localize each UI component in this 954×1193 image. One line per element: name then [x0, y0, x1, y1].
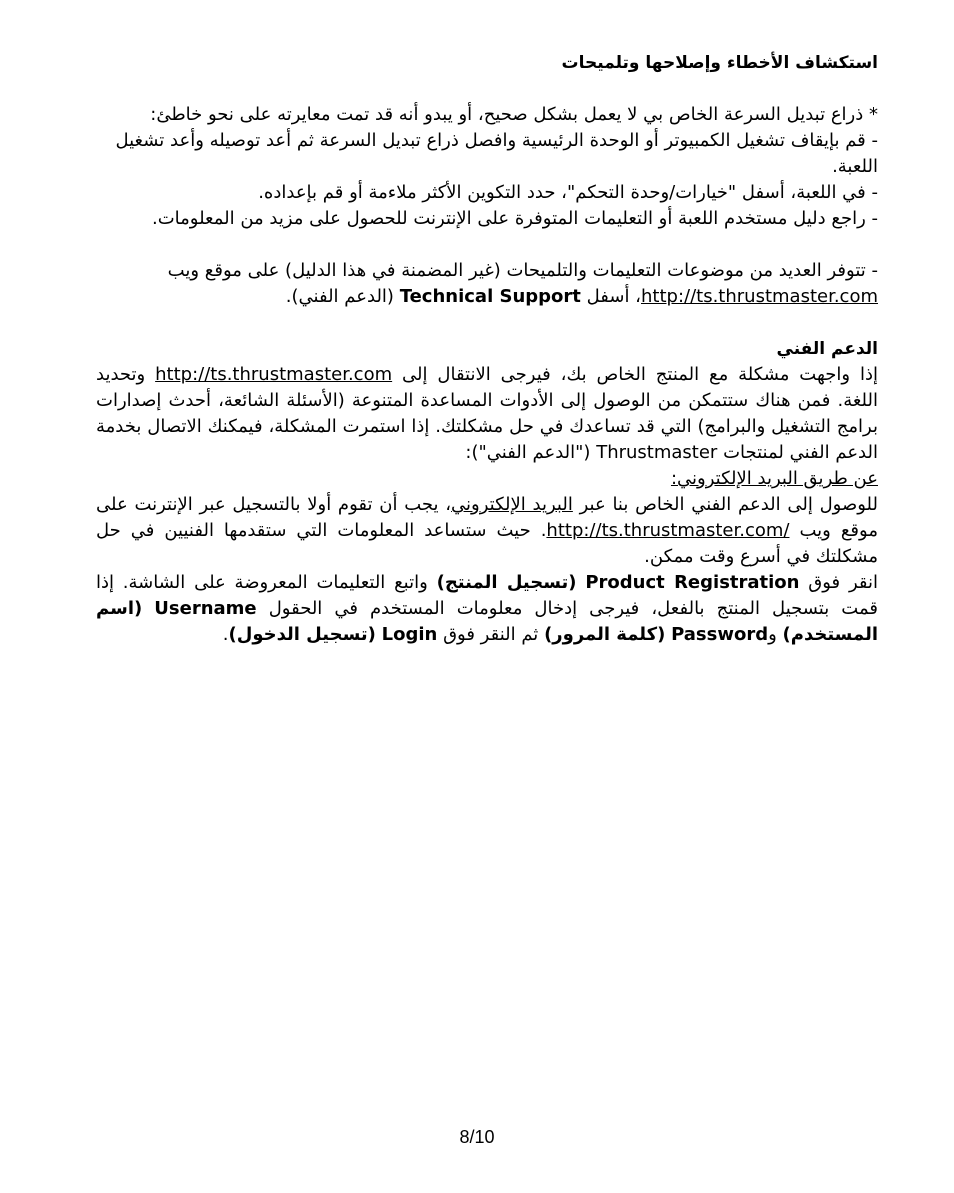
technical-support-heading: الدعم الفني: [776, 339, 878, 359]
support-paragraph-1: [96, 362, 878, 466]
step-1: - قم بإيقاف تشغيل الكمبيوتر أو الوحدة الرئيسية وافصل ذراع تبديل السرعة ثم أعد توصيله وأعد تشغيل اللعبة.: [115, 130, 878, 177]
issue-line: * ذراع تبديل السرعة الخاص بي لا يعمل بشكل صحيح، أو يبدو أنه قد تمت معايرته على نحو خاطئ:: [150, 104, 878, 125]
more-tips-suffix: (الدعم الفني).: [285, 286, 394, 307]
support-p3-a: انقر فوق: [808, 572, 878, 593]
login-label: Login: [381, 624, 438, 645]
support-link[interactable]: http://ts.thrustmaster.com: [155, 364, 393, 385]
more-tips-mid: ، أسفل: [586, 286, 641, 307]
support-paragraph-3: [96, 570, 878, 648]
product-registration-label: Product Registration: [585, 572, 800, 593]
support-p2-a: للوصول إلى الدعم الفني الخاص بنا عبر: [579, 494, 878, 515]
technical-support-label: Technical Support: [399, 286, 581, 307]
support-p1-b: وتحديد اللغة. فمن هناك ستتمكن من الوصول إلى الأدوات المساعدة المتنوعة (الأسئلة الشائعة، أحدث إصدارات برامج التشغيل والبرامج) التي قد تساعدك في حل مشكلتك. إذا استمرت المشكلة، فيمكنك الاتصال بخدمة الدعم الفني لمنتجات: [96, 364, 878, 463]
support-paragraph-2: [96, 492, 878, 570]
page-number: 8/10: [459, 1127, 495, 1147]
email-heading: عن طريق البريد الإلكتروني:: [670, 468, 878, 489]
troubleshooting-heading: استكشاف الأخطاء وإصلاحها وتلميحات: [561, 53, 878, 73]
thrustmaster-support-link[interactable]: http://ts.thrustmaster.com: [641, 286, 878, 307]
document-page: [96, 50, 878, 648]
product-registration-ar: (تسجيل المنتج): [436, 572, 577, 593]
support-p3-e: ثم النقر فوق: [443, 624, 539, 645]
more-tips-paragraph: [96, 258, 878, 310]
support-p3-c: واتبع التعليمات المعروضة على الشاشة. إذا قمت بتسجيل المنتج بالفعل، فيرجى إدخال معلومات المستخدم في الحقول: [96, 572, 878, 619]
step-3: - راجع دليل مستخدم اللعبة أو التعليمات المتوفرة على الإنترنت للحصول على مزيد من المعلومات.: [151, 208, 878, 229]
password-ar: (كلمة المرور): [544, 624, 666, 645]
support-p1-c: ("الدعم الفني"):: [465, 442, 591, 463]
spacer: [96, 310, 878, 336]
registration-link[interactable]: http://ts.thrustmaster.com/: [546, 520, 790, 541]
support-p3-d: و: [768, 624, 777, 645]
brand-name: Thrustmaster: [596, 442, 718, 463]
username-label: Username: [154, 598, 257, 619]
password-label: Password: [671, 624, 769, 645]
support-p1-a: إذا واجهت مشكلة مع المنتج الخاص بك، فيرجى الانتقال إلى: [402, 364, 878, 385]
support-p2-b: ، يجب أن تقوم أولا بالتسجيل عبر الإنترنت على موقع ويب: [96, 494, 878, 541]
email-term: البريد الإلكتروني: [451, 494, 573, 515]
support-p2-c: . حيث ستساعد المعلومات التي ستقدمها الفنيين في حل مشكلتك في أسرع وقت ممكن.: [96, 520, 878, 567]
username-ar: (اسم المستخدم): [96, 598, 878, 645]
more-tips-prefix: - تتوفر العديد من موضوعات التعليمات والتلميحات (غير المضمنة في هذا الدليل) على موقع ويب: [167, 260, 878, 281]
spacer: [96, 232, 878, 258]
support-p3-f: .: [222, 624, 229, 645]
step-2: - في اللعبة، أسفل "خيارات/وحدة التحكم"، حدد التكوين الأكثر ملاءمة أو قم بإعداده.: [258, 182, 878, 203]
login-ar: (تسجيل الدخول): [228, 624, 376, 645]
